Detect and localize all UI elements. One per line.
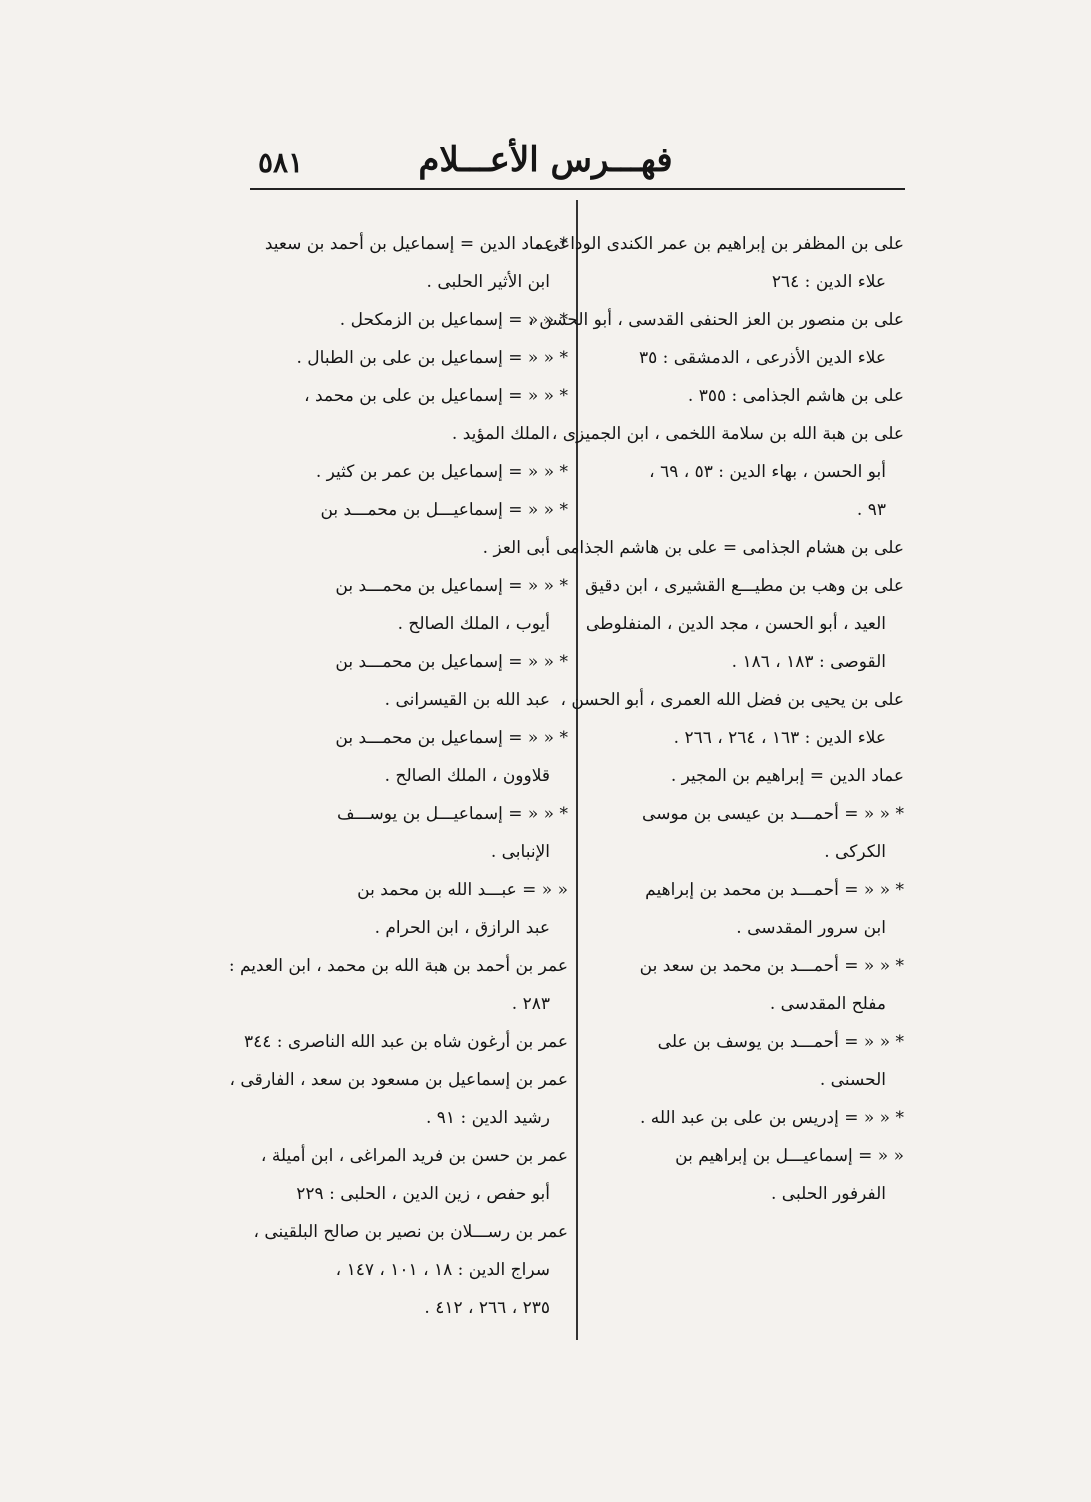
index-entry [250, 339, 568, 377]
index-entry [528, 301, 904, 377]
index-entry [250, 871, 568, 947]
entry-continuation: ابن سرور المقدسى . [736, 918, 886, 938]
left-column [228, 225, 568, 1327]
entry-line: عمر بن حسن بن فريد المراغى ، ابن أميلة ، [260, 1146, 568, 1166]
index-entry [585, 567, 904, 681]
entry-continuation: أبى العز . [482, 538, 550, 558]
page-number: ٥٨١ [258, 146, 304, 179]
entry-line: * « « = إسماعيل بن على بن محمد ، [304, 386, 568, 406]
entry-line: عماد الدين = إبراهيم بن المجير . [670, 766, 904, 786]
index-entry [535, 225, 904, 301]
index-entry [551, 415, 904, 529]
entry-continuation: أيوب ، الملك الصالح . [397, 614, 550, 634]
entry-line: على بن هبة الله بن سلامة اللخمى ، ابن الجميزى ، [551, 424, 904, 444]
index-entry [250, 1137, 568, 1213]
entry-line: على بن المظفر بن إبراهيم بن عمر الكندى الوداعى ، [535, 234, 904, 254]
index-entry [250, 225, 568, 301]
entry-continuation: قلاوون ، الملك الصالح . [384, 766, 550, 786]
entry-line: عمر بن إسماعيل بن مسعود بن سعد ، الفارقى ، [229, 1070, 568, 1090]
entry-continuation: أبو الحسن ، بهاء الدين : ٥٣ ، ٦٩ ، [649, 462, 886, 482]
entry-line: عمر بن رســـلان بن نصير بن صالح البلقينى ، [253, 1222, 568, 1242]
index-entry [604, 947, 904, 1023]
index-entry [604, 1137, 904, 1213]
index-entry [228, 947, 568, 1023]
index-entry [250, 567, 568, 643]
entry-continuation: عبد الله بن القيسرانى . [384, 690, 550, 710]
entry-line: على بن هشام الجذامى = على بن هاشم الجذامى . [545, 538, 904, 558]
entry-line: على بن وهب بن مطيـــع القشيرى ، ابن دقيق [585, 576, 904, 596]
entry-line: * « « = أحمـــد بن عيسى بن موسى [642, 804, 904, 824]
entry-continuation: العيد ، أبو الحسن ، مجد الدين ، المنفلوطى [585, 614, 886, 634]
index-entry [250, 301, 568, 339]
entry-continuation: ابن الأثير الحلبى . [426, 272, 550, 292]
index-entry [229, 1061, 568, 1137]
index-entry [250, 453, 568, 491]
entry-continuation: الإنبابى . [490, 842, 550, 862]
entry-line: * « « = أحمـــد بن محمد بن إبراهيم [645, 880, 904, 900]
entry-line: * « « = إسماعيل بن محمـــد بن [335, 728, 568, 748]
entry-line: * « « = إسماعيل بن على بن الطبال . [296, 348, 568, 368]
entry-continuation: القوصى : ١٨٣ ، ١٨٦ . [731, 652, 886, 672]
entry-line: * « « = أحمـــد بن يوسف بن على [657, 1032, 904, 1052]
index-entry [250, 643, 568, 719]
entry-continuation: مفلح المقدسى . [769, 994, 886, 1014]
index-entry [604, 377, 904, 415]
entry-continuation: سراج الدين : ١٨ ، ١٠١ ، ١٤٧ ، [335, 1260, 550, 1280]
entry-continuation: الملك المؤيد . [451, 424, 550, 444]
index-entry [250, 491, 568, 567]
index-entry [604, 795, 904, 871]
entry-continuation: ٢٨٣ . [511, 994, 550, 1014]
entry-continuation: ٩٣ . [856, 500, 886, 520]
entry-line: على بن منصور بن العز الحنفى القدسى ، أبو الحسن ، [528, 310, 904, 330]
entry-line: * « « = أحمـــد بن محمد بن سعد بن [639, 956, 904, 976]
index-entry [604, 757, 904, 795]
entry-continuation: أبو حفص ، زين الدين ، الحلبى : ٢٢٩ [296, 1184, 550, 1204]
index-entry [604, 1099, 904, 1137]
index-entry [604, 871, 904, 947]
entry-continuation: الحسنى . [819, 1070, 886, 1090]
page-header [0, 0, 1091, 200]
entry-continuation: الكركى . [824, 842, 886, 862]
entry-line: * « « = إسماعيل بن محمـــد بن [335, 652, 568, 672]
entry-continuation: ٢٣٥ ، ٢٦٦ ، ٤١٢ . [424, 1298, 550, 1318]
entry-line: * « « = إسماعيـــل بن محمـــد بن [320, 500, 568, 520]
entry-continuation: عبد الرازق ، ابن الحرام . [374, 918, 550, 938]
index-entry [250, 719, 568, 795]
index-entry [250, 1213, 568, 1327]
entry-line: « « = إسماعيـــل بن إبراهيم بن [675, 1146, 904, 1166]
entry-line: * « « = إسماعيل بن الزمكحل . [339, 310, 568, 330]
entry-continuation: الفرفور الحلبى . [770, 1184, 886, 1204]
index-entry [250, 795, 568, 871]
entry-line: * عماد الدين = إسماعيل بن أحمد بن سعيد [264, 234, 568, 254]
entry-continuation: علاء الدين : ٢٦٤ [771, 272, 886, 292]
entry-line: * « « = إسماعيـــل بن يوســـف [336, 804, 568, 824]
entry-continuation: علاء الدين الأذرعى ، الدمشقى : ٣٥ [638, 348, 886, 368]
entry-line: * « « = إدريس بن على بن عبد الله . [639, 1108, 904, 1128]
header-rule [250, 188, 905, 190]
index-entry [250, 377, 568, 453]
entry-line: على بن هاشم الجذامى : ٣٥٥ . [687, 386, 904, 406]
entry-line: على بن يحيى بن فضل الله العمرى ، أبو الحسن ، [560, 690, 904, 710]
index-entry [560, 681, 904, 757]
entry-continuation: رشيد الدين : ٩١ . [425, 1108, 550, 1128]
index-entry [243, 1023, 568, 1061]
index-entry [545, 529, 904, 567]
page-title: فهـــرس الأعـــلام [418, 140, 673, 180]
entry-line: * « « = إسماعيل بن عمر بن كثير . [315, 462, 568, 482]
entry-continuation: علاء الدين : ١٦٣ ، ٢٦٤ ، ٢٦٦ . [673, 728, 886, 748]
entry-line: عمر بن أحمد بن هبة الله بن محمد ، ابن العديم : [228, 956, 568, 976]
entry-line: * « « = إسماعيل بن محمـــد بن [335, 576, 568, 596]
column-divider [576, 200, 578, 1340]
index-entry [604, 1023, 904, 1099]
entry-line: عمر بن أرغون شاه بن عبد الله الناصرى : ٣٤٤ [243, 1032, 568, 1052]
entry-line: « « = عبـــد الله بن محمد بن [357, 880, 568, 900]
